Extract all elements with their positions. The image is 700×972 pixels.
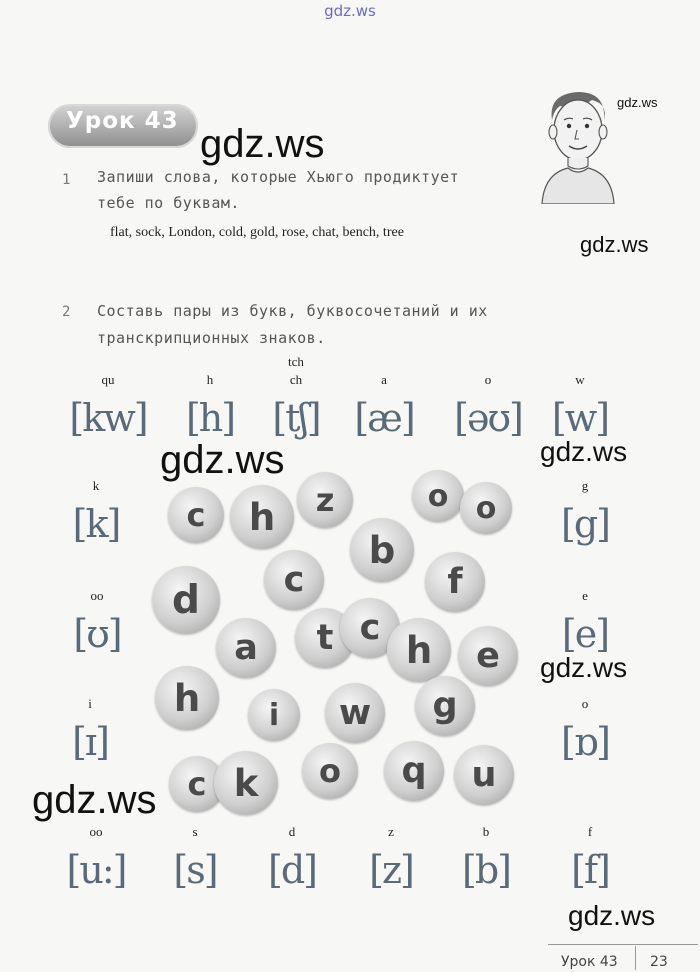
letter-ball: g <box>415 676 475 736</box>
pair-letter-label: h <box>206 372 214 387</box>
top-watermark: gdz.ws <box>324 2 376 20</box>
pair-letter-label: z <box>388 824 394 839</box>
pair-transcription-sign: [f] <box>571 848 609 892</box>
letter-ball: u <box>454 745 514 805</box>
pair-transcription-sign: [ɪ] <box>72 720 108 764</box>
pair-transcription-sign: [e] <box>561 612 609 656</box>
pair-letter-label: qu <box>101 372 115 387</box>
task1-word-list: flat, sock, London, cold, gold, rose, chat, bench, tree <box>110 225 404 240</box>
letter-ball: h <box>155 666 219 730</box>
pair-letter-label: f <box>587 824 593 839</box>
lesson-badge-title: Урок 43 <box>66 108 179 134</box>
watermark-5: gdz.ws <box>540 652 628 683</box>
boy-watermark: gdz.ws <box>617 95 658 110</box>
pair-transcription-sign: [s] <box>173 848 217 892</box>
footer-page-number: 23 <box>650 954 668 970</box>
pair-transcription-sign: [w] <box>551 396 609 440</box>
letter-ball: c <box>169 756 225 812</box>
pair-letter-label: e <box>582 588 588 603</box>
pair-letter-label: s <box>192 824 198 839</box>
pair-transcription-sign: [k] <box>72 502 120 546</box>
pair-letter-label: a <box>381 372 387 387</box>
pair-transcription-sign: [d] <box>268 848 316 892</box>
letter-ball: z <box>297 472 353 528</box>
letter-ball: a <box>216 618 276 678</box>
letter-ball: f <box>425 552 485 612</box>
boy-illustration <box>538 84 618 204</box>
watermark-7: gdz.ws <box>568 900 656 931</box>
pair-transcription-sign: [h] <box>185 396 235 440</box>
pair-transcription-sign: [əʊ] <box>454 396 522 440</box>
letter-ball: c <box>264 550 324 610</box>
pair-letter-label: b <box>482 824 490 839</box>
watermark-3: gdz.ws <box>160 438 285 482</box>
watermark-2: gdz.ws <box>580 232 649 257</box>
pair-letter-label: d <box>288 824 296 839</box>
pair-transcription-sign: [g] <box>561 502 609 546</box>
letter-ball: e <box>458 626 518 686</box>
task1-number: 1 <box>62 172 71 188</box>
watermark-1: gdz.ws <box>200 122 325 166</box>
task2-number: 2 <box>62 304 71 320</box>
letter-ball: o <box>302 743 358 799</box>
pair-transcription-sign: [z] <box>369 848 413 892</box>
pair-letter-label: k <box>92 478 100 493</box>
pair-transcription-sign: [tʃ] <box>272 396 320 440</box>
letter-ball: c <box>340 598 400 658</box>
pair-letter-label: i <box>88 696 92 711</box>
pair-transcription-sign: [ɒ] <box>561 720 609 764</box>
letter-ball: o <box>460 482 512 534</box>
pair-letter-label: o <box>581 696 589 711</box>
pair-letter-label: o <box>484 372 492 387</box>
letter-ball: b <box>350 518 414 582</box>
letter-ball: q <box>384 741 444 801</box>
letter-ball: h <box>230 485 294 549</box>
letter-ball: o <box>412 470 464 522</box>
letter-ball: w <box>325 683 385 743</box>
letter-ball: k <box>214 751 278 815</box>
letter-ball: d <box>152 566 220 634</box>
pair-transcription-sign: [ʊ] <box>73 612 121 656</box>
task2-instruction-line2: транскрипционных знаков. <box>97 329 326 347</box>
letter-ball: t <box>295 608 355 668</box>
watermark-4: gdz.ws <box>540 436 628 467</box>
footer-lesson-label: Урок 43 <box>561 954 618 970</box>
pair-letter-label: g <box>581 478 589 493</box>
pair-transcription-sign: [b] <box>462 848 510 892</box>
pair-letter-label: oo <box>89 824 103 839</box>
footer-divider <box>635 946 636 970</box>
task2-instruction-line1: Составь пары из букв, буквосочетаний и их <box>97 302 488 320</box>
pair-letter-label: oo <box>90 588 104 603</box>
pair-transcription-sign: [æ] <box>354 396 414 440</box>
letter-ball: c <box>168 487 224 543</box>
task1-instruction-line2: тебе по буквам. <box>97 194 240 212</box>
footer-rule <box>548 944 698 945</box>
letter-ball: h <box>387 618 451 682</box>
pair-letter-label: ch <box>289 372 303 387</box>
letter-ball: i <box>248 689 300 741</box>
pair-transcription-sign: [kw] <box>69 396 147 440</box>
pair-transcription-sign: [u:] <box>66 848 126 892</box>
watermark-6: gdz.ws <box>32 778 157 822</box>
pair-ch-extra-label: tch <box>288 354 304 369</box>
task1-instruction-line1: Запиши слова, которые Хьюго продиктует <box>97 168 460 186</box>
pair-letter-label: w <box>575 372 585 387</box>
